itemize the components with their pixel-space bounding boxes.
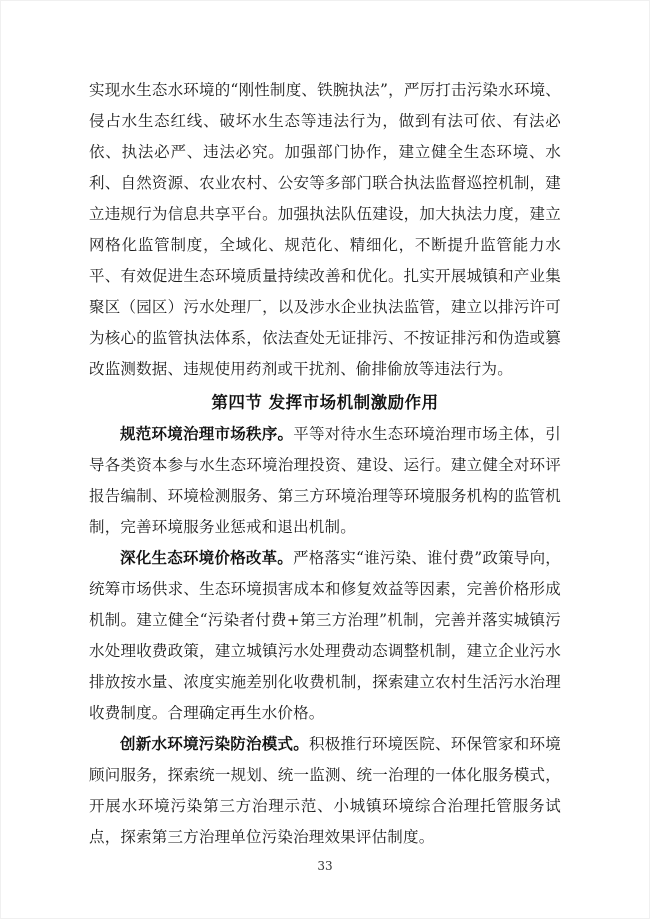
paragraph-pollution-control-model-body: 积极推行环境医院、环保管家和环境顾问服务，探索统一规划、统一监测、统一治理的一体化服务模式，开展水环境污染第三方治理示范、小城镇环境综合治理托管服务试点，探索第三方治理单位污染治理效果评估制度。 <box>89 735 562 846</box>
paragraph-market-order <box>89 419 561 543</box>
paragraph-price-reform-lead: 深化生态环境价格改革。 <box>120 549 294 567</box>
paragraph-price-reform <box>89 543 561 729</box>
paragraph-market-order-lead: 规范环境治理市场秩序。 <box>120 425 294 443</box>
page-content <box>89 75 561 873</box>
section-heading: 第四节 发挥市场机制激励作用 <box>211 393 439 412</box>
paragraph-market-order-body: 平等对待水生态环境治理市场主体，引导各类资本参与水生态环境治理投资、建设、运行。建立健全对环评报告编制、环境检测服务、第三方环境治理等环境服务机构的监管机制，完善环境服务业惩戒和退出机制。 <box>89 425 562 536</box>
paragraph-continued: 实现水生态水环境的“刚性制度、铁腕执法”，严厉打击污染水环境、侵占水生态红线、破坏水生态等违法行为，做到有法可依、有法必依、执法必严、违法必究。加强部门协作，建立健全生态环境、水利、自然资源、农业农村、公安等多部门联合执法监督巡控机制，建立违规行为信息共享平台。加强执法队伍建设，加大执法力度，建立网格化监管制度，全域化、规范化、精细化，不断提升监管能力水平、有效促进生态环境质量持续改善和优化。扎实开展城镇和产业集聚区（园区）污水处理厂，以及涉水企业执法监管，建立以排污许可为核心的监管执法体系，依法查处无证排污、不按证排污和伪造或篡改监测数据、违规使用药剂或干扰剂、偷排偷放等违法行为。 <box>89 81 561 378</box>
page-number: 33 <box>317 859 333 873</box>
paragraph-pollution-control-model <box>89 729 561 853</box>
paragraph-pollution-control-model-lead: 创新水环境污染防治模式。 <box>120 735 310 753</box>
paragraph-price-reform-body: 严格落实“谁污染、谁付费”政策导向，统筹市场供求、生态环境损害成本和修复效益等因素，完善价格形成机制。建立健全“污染者付费+第三方治理”机制，完善并落实城镇污水处理收费政策，建立城镇污水处理费动态调整机制，建立企业污水排放按水量、浓度实施差别化收费机制，探索建立农村生活污水治理收费制度。合理确定再生水价格。 <box>89 549 562 722</box>
